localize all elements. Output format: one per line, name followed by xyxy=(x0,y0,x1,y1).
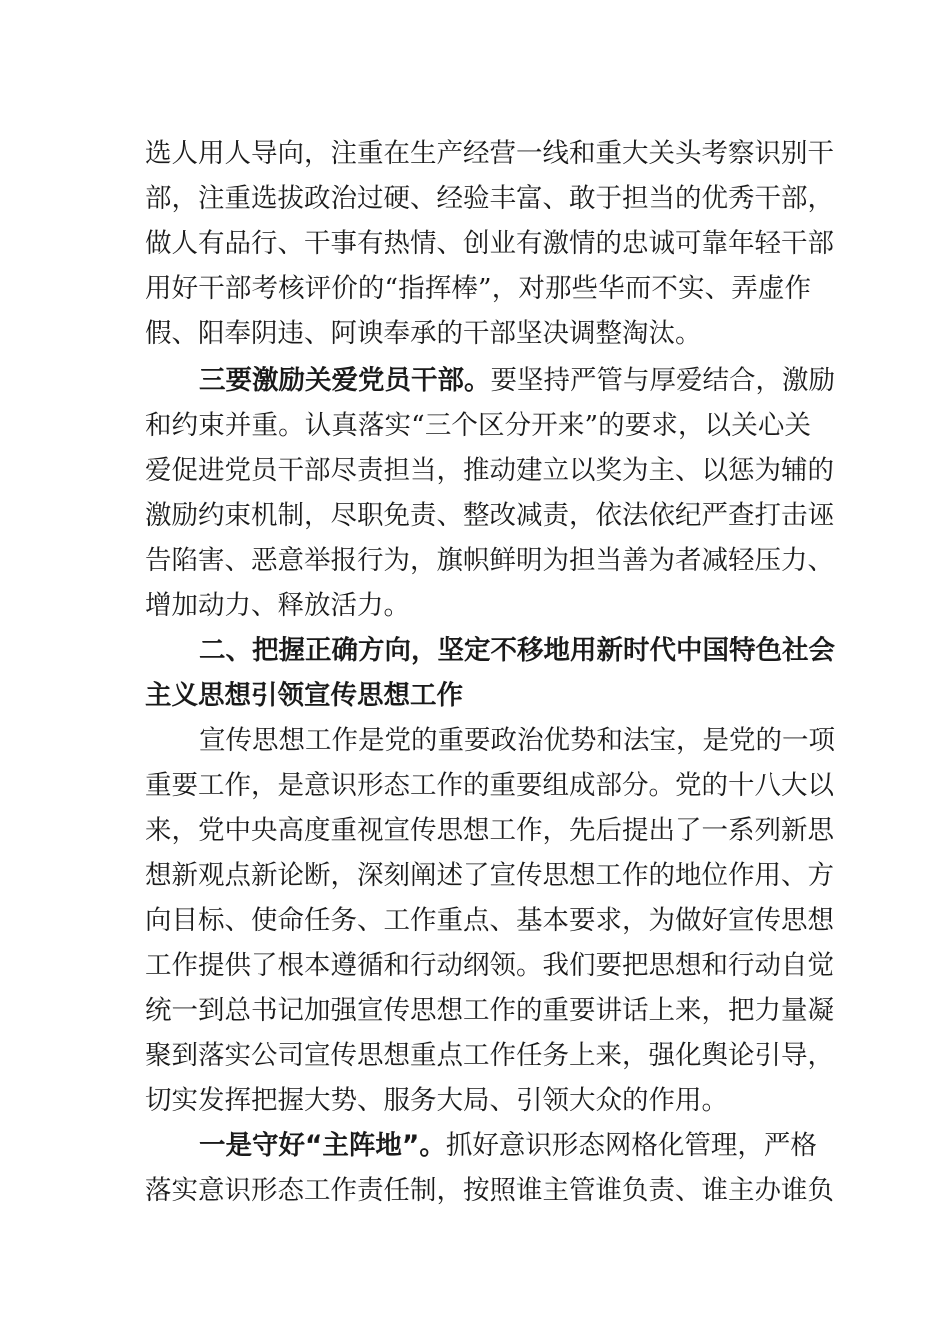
lead-rest: 抓好意识形态网格化管理，严格 xyxy=(445,1130,817,1161)
paragraph-line: 工作提供了根本遵循和行动纲领。我们要把思想和行动自觉 xyxy=(145,950,834,981)
paragraph-line: 宣传思想工作是党的重要政治优势和法宝，是党的一项 xyxy=(199,725,835,756)
paragraph-line: 部，注重选拔政治过硬、经验丰富、敢于担当的优秀干部， xyxy=(145,183,834,214)
paragraph-line: 做人有品行、干事有热情、创业有激情的忠诚可靠年轻干部 xyxy=(145,228,834,259)
section-heading-line: 主义思想引领宣传思想工作 xyxy=(145,680,463,711)
lead-phrase: 一是守好“主阵地”。 xyxy=(199,1130,446,1161)
paragraph-line: 爱促进党员干部尽责担当，推动建立以奖为主、以惩为辅的 xyxy=(145,455,834,486)
paragraph-line: 想新观点新论断，深刻阐述了宣传思想工作的地位作用、方 xyxy=(145,860,834,891)
paragraph-line: 向目标、使命任务、工作重点、基本要求，为做好宣传思想 xyxy=(145,905,834,936)
paragraph-line: 和约束并重。认真落实“三个区分开来”的要求，以关心关 xyxy=(145,410,811,441)
paragraph-line: 切实发挥把握大势、服务大局、引领大众的作用。 xyxy=(145,1085,728,1116)
paragraph-line: 用好干部考核评价的“指挥棒”，对那些华而不实、弄虚作 xyxy=(145,273,811,304)
paragraph-line: 选人用人导向，注重在生产经营一线和重大关头考察识别干 xyxy=(145,138,834,169)
lead-rest: 要坚持严管与厚爱结合，激励 xyxy=(490,365,835,396)
paragraph-line: 增加动力、释放活力。 xyxy=(145,590,410,621)
paragraph-line: 来，党中央高度重视宣传思想工作，先后提出了一系列新思 xyxy=(145,815,834,846)
lead-phrase: 三要激励关爱党员干部。 xyxy=(199,365,491,396)
paragraph-line: 落实意识形态工作责任制，按照谁主管谁负责、谁主办谁负 xyxy=(145,1175,834,1206)
paragraph-line-lead xyxy=(199,361,835,401)
paragraph-line: 告陷害、恶意举报行为，旗帜鲜明为担当善为者减轻压力、 xyxy=(145,545,834,576)
section-heading-line: 二、把握正确方向，坚定不移地用新时代中国特色社会 xyxy=(199,635,835,666)
paragraph-line: 聚到落实公司宣传思想重点工作任务上来，强化舆论引导， xyxy=(145,1040,834,1071)
paragraph-line: 激励约束机制，尽职免责、整改减责，依法依纪严查打击诬 xyxy=(145,500,834,531)
paragraph-line: 统一到总书记加强宣传思想工作的重要讲话上来，把力量凝 xyxy=(145,995,834,1026)
paragraph-line-lead xyxy=(199,1126,817,1166)
paragraph-line: 假、阳奉阴违、阿谀奉承的干部坚决调整淘汰。 xyxy=(145,318,702,349)
paragraph-line: 重要工作，是意识形态工作的重要组成部分。党的十八大以 xyxy=(145,770,834,801)
